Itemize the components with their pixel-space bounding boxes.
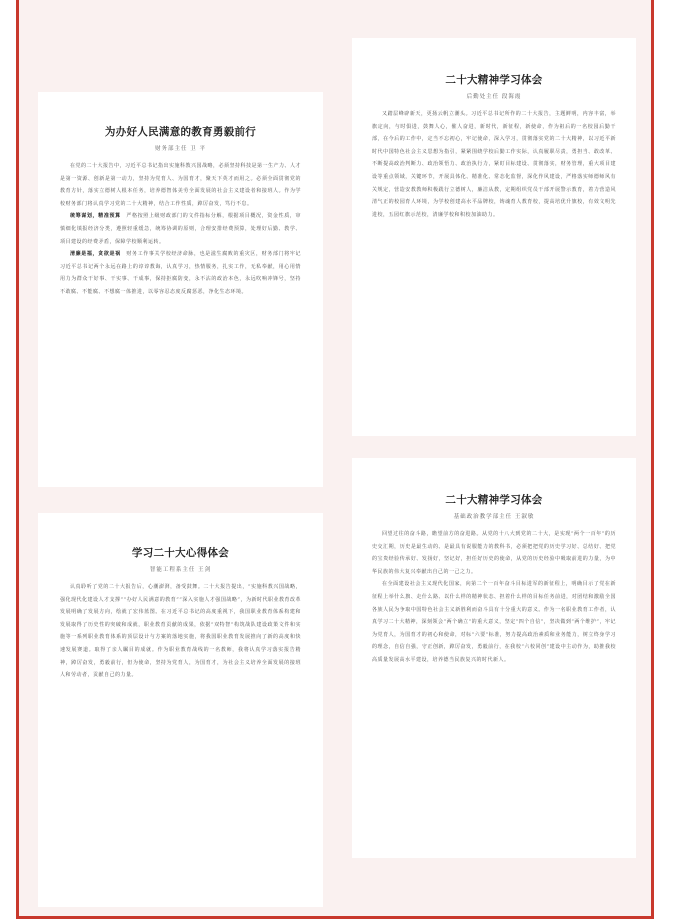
document-page-3	[38, 513, 323, 907]
page-title: 学习二十大心得体会	[131, 547, 230, 559]
paragraph: 统筹谋划，精准预算 严格按照上级财政部门的文件指标分解，根据项目概况，资金性质，审慎细化填报经济分类，遵照轻重缓急，统筹协调的原则，合理安排经费预算，处理好后勤、教学、项目建设的经费矛盾，保障学校顺利运转。	[60, 213, 301, 245]
page-author: 财务部主任 卫 平	[155, 146, 206, 152]
page-author: 后勤处主任 段海霞	[466, 94, 522, 100]
document-page-4	[352, 458, 636, 858]
paragraph: 清廉是福，贪欲是祸 财务工作事关学校经济命脉，也是滋生腐败的重灾区，财务部门将牢记习近平总书记两个永远在路上的谆谆教诲，认真学习，热情服务，扎实工作，无私奉献，用心用情用力为群众干好事、干实事、干成事，保持拒腐防变，永不沾的政治本色，永远吹响冲锋号，坚持不敢腐、不能腐、不想腐一体推进，以零容忍态度反腐惩恶，净化生态环境。	[60, 251, 301, 295]
page-title: 二十大精神学习体会	[445, 494, 543, 506]
page-author: 基础政治教学部主任 王淑敏	[453, 514, 535, 520]
page-title: 为办好人民满意的教育勇毅前行	[104, 126, 257, 138]
document-page-2	[352, 38, 636, 436]
page-author: 智能工程系主任 王剑	[149, 567, 212, 573]
paragraph: 又踏层峰辟新天，更扬云帆立潮头。习近平总书记所作的二十大报告，主题鲜明，内容丰富，举旗定向，与时俱进，鼓舞人心，催人奋进，新时代，新征程，新使命，作为祖后的一名校园后勤干部，在今后的工作中，定当不忘初心，牢记使命，深入学习，贯彻落实党的二十大精神，以习近平新时代中国特色社会主义思想为指引，紧紧围绕学校后勤工作实际，认真履职尽责，勇担当、敢改革、不断提高政治判断力、政治领悟力、政治执行力，紧盯目标建设、贯彻落实，财务管理，重大项目建设等重点领域，关键环节，开展具体化、精准化、常态化监督，深化作风建设，严格落实师德师风有关规定，营造安教教师积极践行立德树人，廉洁从教，定期组织党员干部开展警示教育，着力营造风清气正的校园育人环境，为学校创建高水平品牌校，铸魂育人教育校，提高培优升旗校，有效文明先进校，五园红旗示范校，清廉学校和积校加油助力。	[372, 111, 616, 218]
document-page-1	[38, 92, 323, 487]
paragraph: 在党的二十大报告中，习近平总书记指出实施科教兴国战略，必须坚持科技是第一生产力、人才是第一资源、创新是第一动力，坚持为党育人、为国育才，聚天下英才而用之。必须全面贯彻党的教育方针，落实立德树人根本任务，培养德智体美劳全面发展的社会主义建设者和接班人。作为学校财务部门将认真学习党的二十大精神，结合工作性质，踔厉奋发，笃行不怠。	[60, 163, 302, 207]
paragraph: 回望过往的奋斗路，瞻望前方的奋进路。从党的十八大到党的二十大，是实现“两个一百年”的历史交汇期，历史是最生动的、是最具有说服能力的教科书，必须把把党的历史学习好、总结好、把党的宝贵经验传承好、发扬好，坚记好，担任好历史的使命，从党的历史经验中吸取前进的力量，为中华民族的伟大复兴奉献出自己的一己之力。	[372, 531, 616, 575]
paragraph: 在全面建设社会主义现代化国家，向第二个一百年奋斗目标进军的新征程上，明确目示了党在新征程上举什么旗、走什么路、以什么样的精神状态、担着什么样的目标任务前进，对团结和激励全国各族人民为争取中国特色社会主义新胜利而奋斗具有十分重大的意义。作为一名职业教育工作者，认真学习二十大精神，深刻领会“两个确立”的重大意义，坚定“四个自信”，坚决做到“两个维护”，牢记为党育人，为国育才的初心和使命，对标“六要”标准，努力提高政治素质和业务能力，树立终身学习的理念，自信自强，守正创新，踔厉奋发，勇毅前行，在我校“六校同创”建设中主动作为，助推我校高质量发展高水平建设，培养德当民族复兴的时代新人。	[372, 581, 616, 663]
paragraph-lead: 清廉是福，贪欲是祸	[70, 251, 121, 258]
paragraph-lead: 统筹谋划，精准预算	[70, 213, 121, 220]
paragraph: 认真聆听了党的二十大报告后，心潮澎湃，备受鼓舞。二十大报告提出，“实施科教兴国战略，强化现代化建设人才支撑”“办好人民满意的教育”“深入实施人才强国战略”，为新时代职业教育改革发展明确了发展方向，绘就了宏伟蓝图。在习近平总书记的高度重视下，我国职业教育体系构建和发展取得了历史性的突破和成就，职业教育贡献的成果，依据“双特智”构筑战队建设政策文件和实施等一系列职业教育体系的顶层设计与方案的落地实施，将我国职业教育发展推向了新的高度和快速发展赛道。取得了亲人瞩目的成就。作为职业教育战线的一名教师，我将认真学习落实报告精神，踔厉奋发，勇毅前行，但为使命，坚持为党育人，为国育才，为社会主义培养全面发展的接班人和劳动者，贡献自己的力量。	[60, 584, 301, 679]
page-title: 二十大精神学习体会	[445, 74, 543, 86]
